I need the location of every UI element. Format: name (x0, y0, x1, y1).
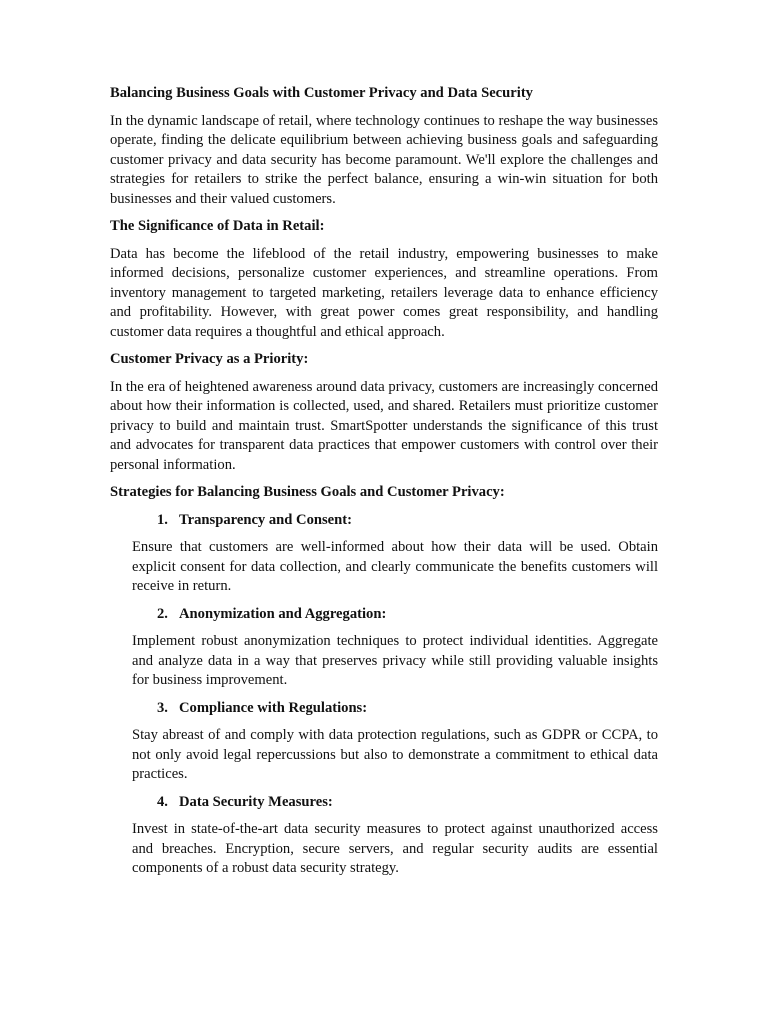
strategy-title (110, 511, 658, 531)
strategy-body: Ensure that customers are well-informed about how their data will be used. Obtain explicit consent for data collection, and clearly communicate the benefits customers will receive in return. (132, 539, 658, 594)
strategy-body: Stay abreast of and comply with data protection regulations, such as GDPR or CCPA, to not only avoid legal repercussions but also to demonstrate a commitment to ethical data practices. (132, 727, 658, 782)
section-body-privacy: In the era of heightened awareness around data privacy, customers are increasingly concerned about how their information is collected, used, and shared. Retailers must prioritize customer privacy to build and maintain trust. SmartSpotter understands the significance of this trust and advocates for transparent data practices that empower customers with control over their personal information. (110, 378, 658, 473)
strategies-heading: Strategies for Balancing Business Goals and Customer Privacy: (110, 484, 505, 500)
strategy-title-text: Anonymization and Aggregation: (179, 605, 387, 622)
section-body-significance: Data has become the lifeblood of the retail industry, empowering businesses to make informed decisions, personalize customer experiences, and streamline operations. From inventory management to targeted marketing, retailers leverage data to enhance efficiency and profitability. However, with great power comes great responsibility, and handling customer data requires a thoughtful and ethical approach. (110, 245, 658, 340)
document-title: Balancing Business Goals with Customer Privacy and Data Security (110, 85, 533, 101)
document-page (110, 84, 658, 887)
list-item (110, 793, 658, 879)
strategy-title-text: Transparency and Consent: (179, 511, 352, 528)
section-heading-significance: The Significance of Data in Retail: (110, 218, 325, 234)
section-heading-privacy: Customer Privacy as a Priority: (110, 351, 309, 367)
strategy-title (110, 793, 658, 813)
list-item (110, 699, 658, 785)
strategy-body: Implement robust anonymization techniques to protect individual identities. Aggregate and analyze data in a way that preserves privacy while still providing valuable insights for business improvement. (132, 633, 658, 688)
list-number: 2. (157, 605, 168, 622)
strategy-title (110, 605, 658, 625)
list-item (110, 605, 658, 691)
strategies-list (110, 511, 658, 879)
list-number: 3. (157, 699, 168, 716)
list-number: 1. (157, 511, 168, 528)
strategy-title-text: Compliance with Regulations: (179, 699, 368, 716)
list-item (110, 511, 658, 597)
strategy-title-text: Data Security Measures: (179, 793, 333, 810)
list-number: 4. (157, 793, 168, 810)
strategy-title (110, 699, 658, 719)
intro-paragraph: In the dynamic landscape of retail, where technology continues to reshape the way businesses operate, finding the delicate equilibrium between achieving business goals and safeguarding customer privacy and data security has become paramount. We'll explore the challenges and strategies for retailers to strike the perfect balance, ensuring a win-win situation for both businesses and their valued customers. (110, 112, 658, 207)
strategy-body: Invest in state-of-the-art data security measures to protect against unauthorized access and breaches. Encryption, secure servers, and regular security audits are essential components of a robust data security strategy. (132, 821, 658, 876)
